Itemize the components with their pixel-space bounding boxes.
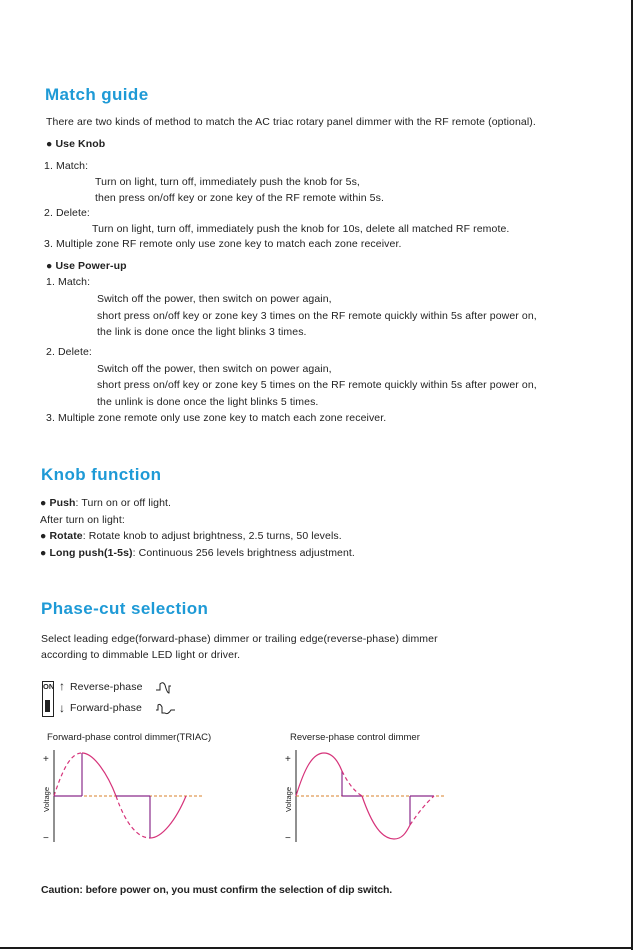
use-knob-item2: 2. Delete: <box>44 207 90 219</box>
use-knob-item1: 1. Match: <box>44 160 89 172</box>
knob-function-title: Knob function <box>41 465 162 484</box>
use-power-up-heading: ● Use Power-up <box>46 260 127 272</box>
use-knob-item3: 3. Multiple zone RF remote only use zone key to match each zone receiver. <box>44 238 402 250</box>
forward-phase-label: Forward-phase <box>70 702 142 714</box>
push-text: : Turn on or off light. <box>75 497 172 509</box>
forward-ylabel: Voltage <box>42 786 51 812</box>
rotate-label: Rotate <box>49 530 83 542</box>
reverse-negative-wave <box>362 796 410 839</box>
forward-phase-chart <box>38 745 213 850</box>
knob-long-push-line: ● Long push(1-5s): Continuous 256 levels brightness adjustment. <box>40 547 355 559</box>
page-border-bottom <box>0 947 633 949</box>
forward-positive-dashed <box>54 753 82 796</box>
knob-rotate-line: ● Rotate: Rotate knob to adjust brightness, 2.5 turns, 50 levels. <box>40 530 342 542</box>
use-knob-heading: ● Use Knob <box>46 138 106 150</box>
reverse-positive-dashed <box>342 771 362 796</box>
forward-phase-wave-icon <box>155 702 181 718</box>
forward-chart-title: Forward-phase control dimmer(TRIAC) <box>47 732 212 743</box>
power-up-item1: 1. Match: <box>46 276 91 288</box>
reverse-ylabel: Voltage <box>284 786 293 812</box>
knob-push-line: ● Push: Turn on or off light. <box>40 497 172 509</box>
reverse-plus-label: + <box>285 754 291 765</box>
reverse-phase-label: Reverse-phase <box>70 681 143 693</box>
reverse-phase-wave-icon <box>155 681 181 697</box>
long-push-label: Long push(1-5s) <box>49 547 133 559</box>
power-up-item2: 2. Delete: <box>46 346 92 358</box>
arrow-down-icon: ↓ <box>59 701 66 715</box>
use-knob-heading-text: Use Knob <box>55 138 106 150</box>
push-label: Push <box>49 497 76 509</box>
power-up-item1-line2: short press on/off key or zone key 3 times on the RF remote quickly within 5s after power on, <box>97 310 537 322</box>
forward-negative-dashed <box>116 796 150 838</box>
reverse-negative-dashed <box>410 796 434 825</box>
power-up-item2-line1: Switch off the power, then switch on power again, <box>97 363 332 375</box>
long-push-text: : Continuous 256 levels brightness adjustment. <box>132 547 355 559</box>
match-guide-intro: There are two kinds of method to match the AC triac rotary panel dimmer with the RF remote (optional). <box>46 116 536 128</box>
forward-positive-wave <box>82 753 116 796</box>
reverse-minus-label: − <box>285 833 291 844</box>
phase-cut-desc-1: Select leading edge(forward-phase) dimmer or trailing edge(reverse-phase) dimmer <box>41 633 438 645</box>
reverse-chart-title: Reverse-phase control dimmer <box>290 732 420 743</box>
power-up-item2-line3: the unlink is done once the light blinks 5 times. <box>97 396 319 408</box>
phase-cut-title: Phase-cut selection <box>41 599 209 618</box>
use-knob-item1-line1: Turn on light, turn off, immediately push the knob for 5s, <box>95 176 360 188</box>
use-power-up-heading-text: Use Power-up <box>55 260 127 272</box>
dip-switch-knob <box>45 700 50 712</box>
power-up-item3: 3. Multiple zone remote only use zone key to match each zone receiver. <box>46 412 387 424</box>
dip-on-label: ON <box>43 682 55 691</box>
match-guide-title: Match guide <box>45 85 149 104</box>
caution-note: Caution: before power on, you must confirm the selection of dip switch. <box>41 884 393 896</box>
rotate-text: : Rotate knob to adjust brightness, 2.5 turns, 50 levels. <box>82 530 342 542</box>
forward-negative-wave <box>150 796 186 838</box>
forward-minus-label: − <box>43 833 49 844</box>
after-turn-on: After turn on light: <box>40 514 125 526</box>
reverse-positive-wave <box>296 753 342 796</box>
power-up-item1-line1: Switch off the power, then switch on power again, <box>97 293 332 305</box>
dip-switch <box>42 681 54 717</box>
reverse-phase-chart <box>280 745 455 850</box>
phase-cut-desc-2: according to dimmable LED light or driver. <box>41 649 241 661</box>
use-knob-item2-line1: Turn on light, turn off, immediately push the knob for 10s, delete all matched RF remote. <box>92 223 510 235</box>
power-up-item1-line3: the link is done once the light blinks 3 times. <box>97 326 307 338</box>
power-up-item2-line2: short press on/off key or zone key 5 times on the RF remote quickly within 5s after power on, <box>97 379 537 391</box>
forward-plus-label: + <box>43 754 49 765</box>
use-knob-item1-line2: then press on/off key or zone key of the RF remote within 5s. <box>95 192 384 204</box>
arrow-up-icon: ↑ <box>59 679 66 693</box>
